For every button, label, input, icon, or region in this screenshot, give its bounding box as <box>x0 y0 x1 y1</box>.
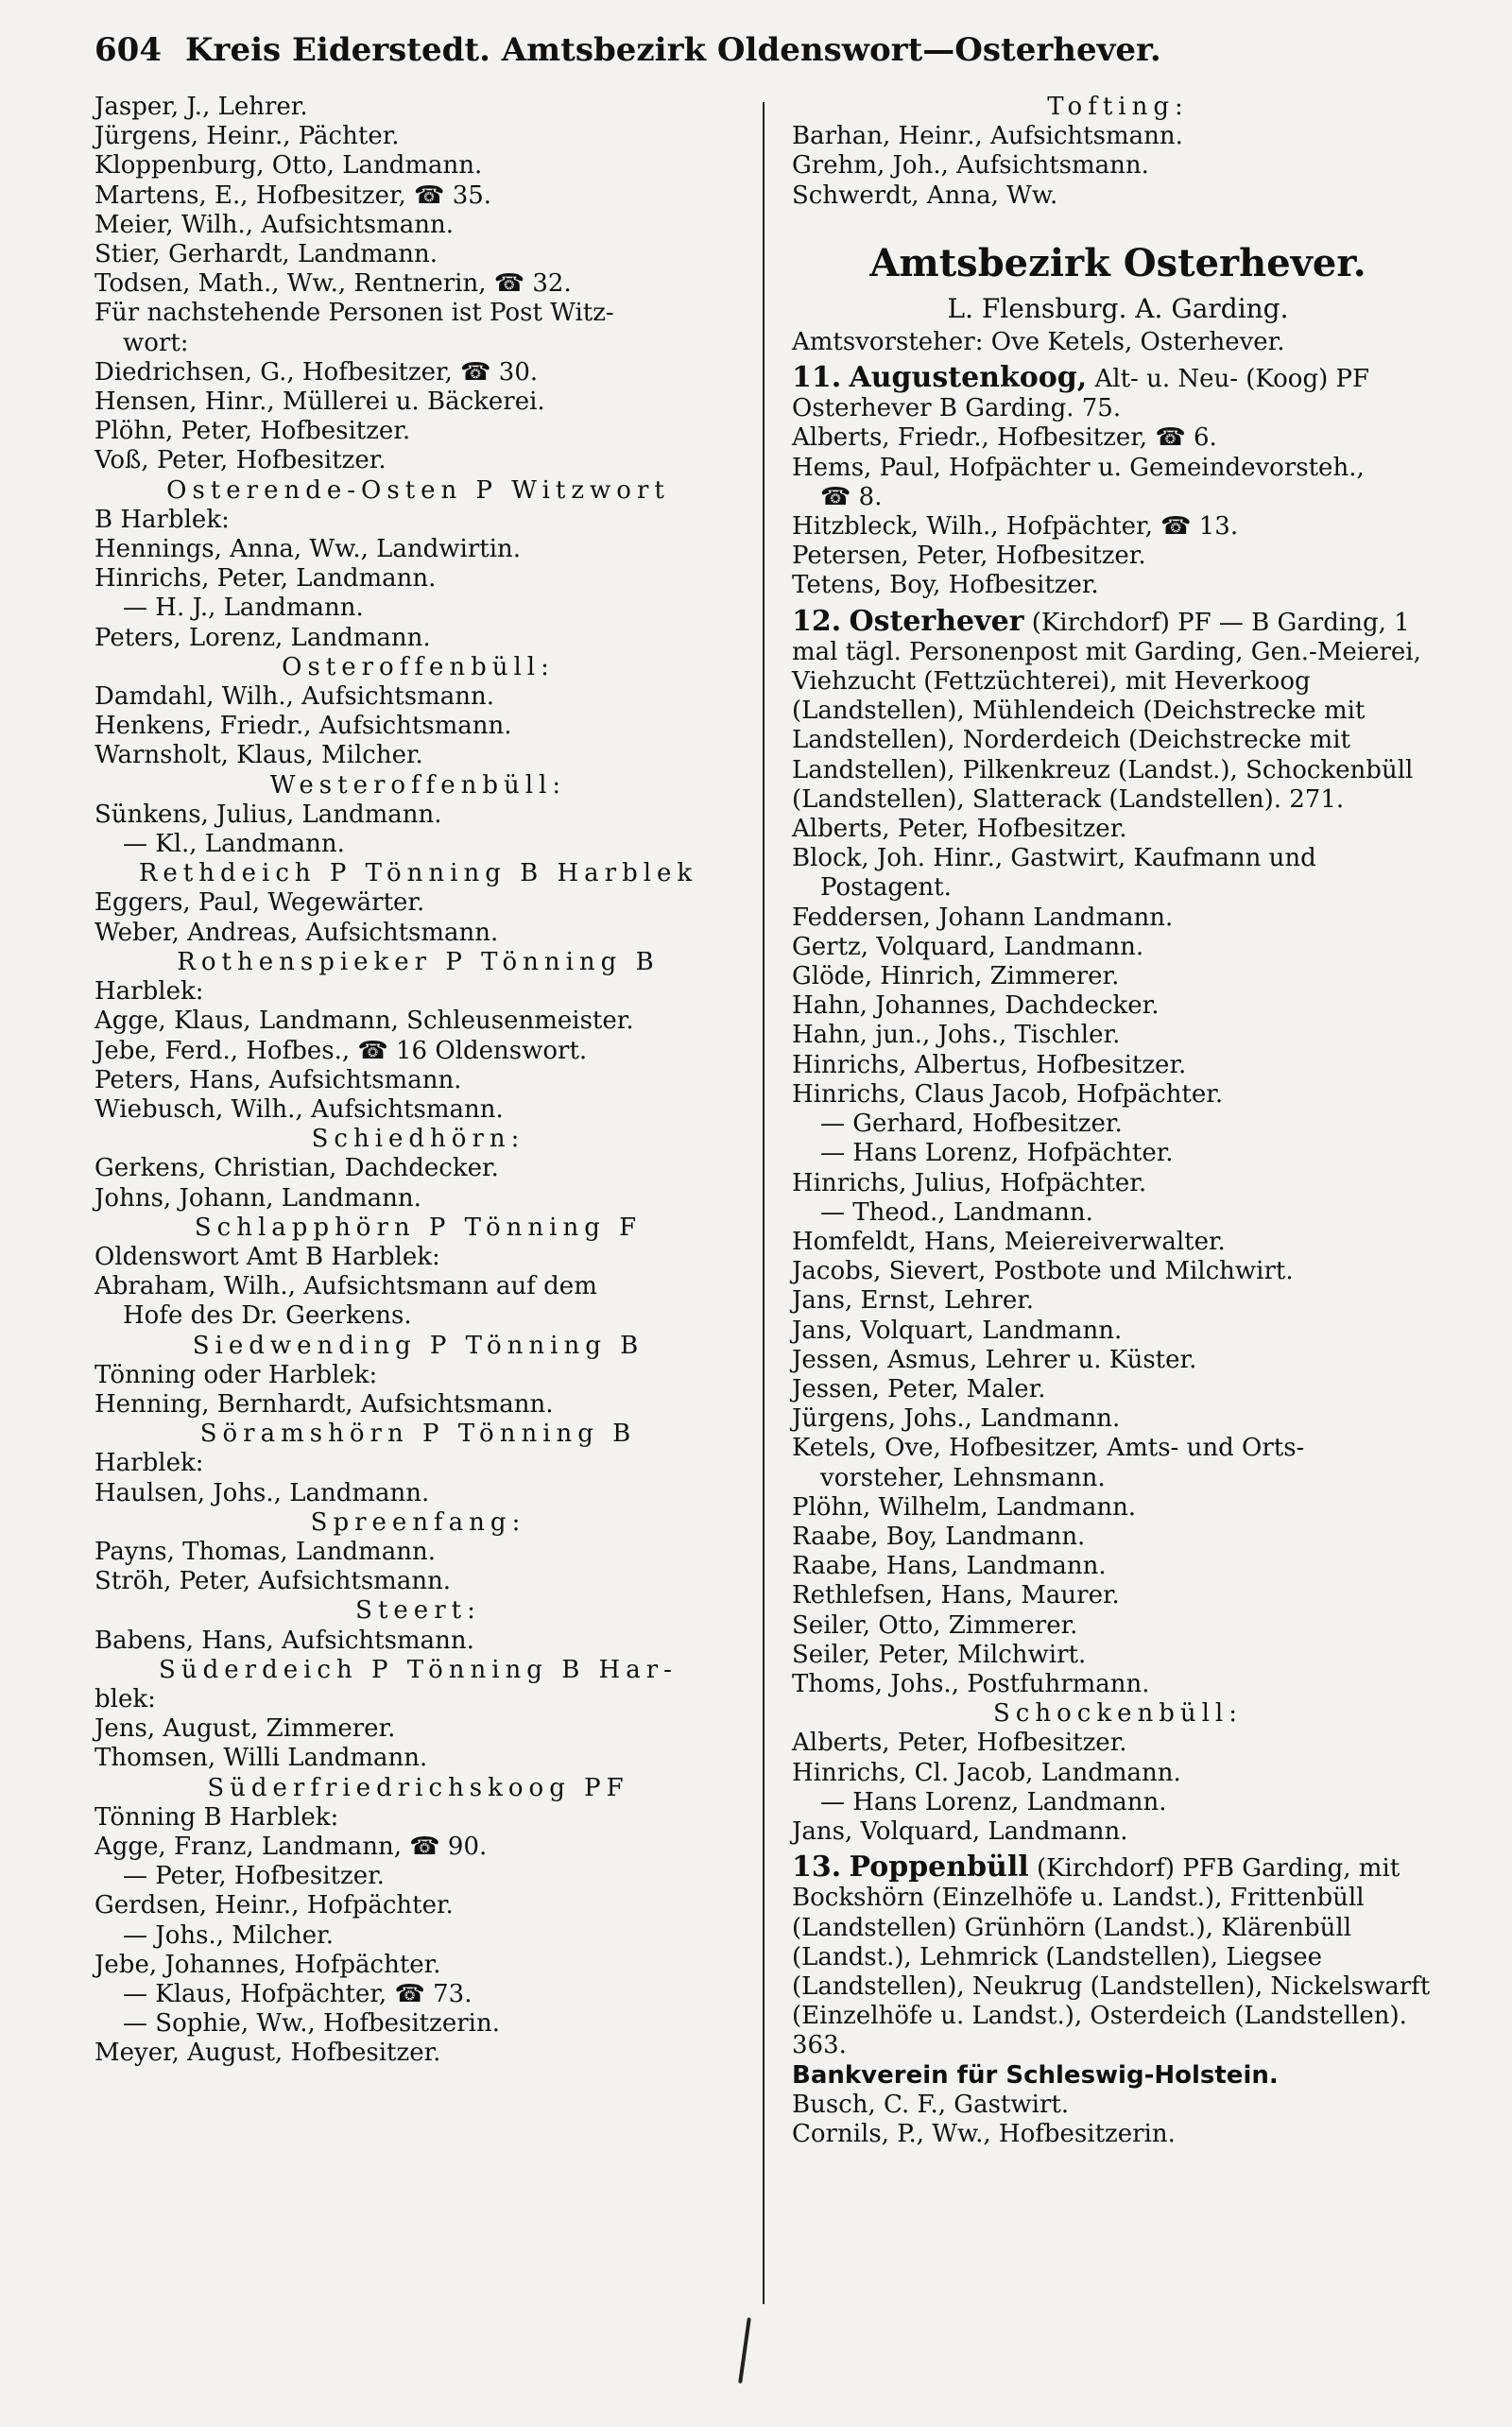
directory-entry-continued: — H. J., Landmann. <box>123 594 364 623</box>
directory-entry: Hahn, jun., Johs., Tischler. <box>792 1021 1121 1050</box>
directory-entry-continued: — Klaus, Hofpächter, ☎ 73. <box>123 1980 472 2008</box>
directory-entry: Abraham, Wilh., Aufsichtsmann auf dem <box>94 1272 597 1301</box>
directory-entry-continued: ☎ 8. <box>820 482 883 511</box>
place-heading: Spreenfang: <box>310 1507 526 1537</box>
directory-entry-continued: wort: <box>123 328 189 357</box>
directory-entry: Hinrichs, Peter, Landmann. <box>94 564 437 594</box>
directory-entry: Hinrichs, Julius, Hofpächter. <box>792 1168 1147 1197</box>
directory-entry: Für nachstehende Personen ist Post Witz- <box>94 299 614 328</box>
directory-entry: Cornils, P., Ww., Hofbesitzerin. <box>792 2120 1176 2148</box>
page-number: 604 <box>94 31 162 69</box>
place-heading: Süderfriedrichskoog PF <box>207 1773 629 1802</box>
directory-entry: Diedrichsen, G., Hofbesitzer, ☎ 30. <box>94 357 539 387</box>
directory-entry: Gerkens, Christian, Dachdecker. <box>94 1154 499 1183</box>
directory-entry: Ströh, Peter, Aufsichtsmann. <box>94 1567 452 1596</box>
directory-entry: Agge, Klaus, Landmann, Schleusenmeister. <box>94 1007 634 1036</box>
place-heading: Siedwending P Tönning B <box>192 1331 644 1360</box>
directory-entry: Plöhn, Peter, Hofbesitzer. <box>94 417 411 446</box>
directory-entry: Gerdsen, Heinr., Hofpächter. <box>94 1891 454 1920</box>
section-subtitle: L. Flensburg. A. Garding. <box>947 292 1289 324</box>
place-heading: Süderdeich P Tönning B Har- <box>159 1655 678 1684</box>
directory-entry: Jens, August, Zimmerer. <box>94 1714 396 1744</box>
directory-entry-continued: — Sophie, Ww., Hofbesitzerin. <box>123 2009 500 2039</box>
ink-mark <box>738 2317 751 2384</box>
bank-heading: Bankverein für Schleswig-Holstein. <box>792 2060 1279 2090</box>
directory-entry: Henkens, Friedr., Aufsichtsmann. <box>94 712 512 741</box>
directory-entry-continued: Postagent. <box>820 873 952 903</box>
directory-entry: Jessen, Asmus, Lehrer u. Küster. <box>792 1345 1197 1374</box>
directory-entry-continued: — Theod., Landmann. <box>820 1197 1093 1227</box>
directory-entry-continued: — Hans Lorenz, Hofpächter. <box>820 1139 1174 1168</box>
municipality-number: 12. <box>792 604 842 638</box>
place-heading: Rethdeich P Tönning B Harblek <box>138 859 698 888</box>
page-header <box>94 26 1436 74</box>
directory-entry: Wiebusch, Wilh., Aufsichtsmann. <box>94 1094 504 1124</box>
directory-entry-continued: — Peter, Hofbesitzer. <box>123 1862 385 1891</box>
directory-entry: Jasper, J., Lehrer. <box>94 93 308 121</box>
directory-entry: Petersen, Peter, Hofbesitzer. <box>792 542 1146 571</box>
directory-entry: Hitzbleck, Wilh., Hofpächter, ☎ 13. <box>792 512 1239 542</box>
directory-entry: Jebe, Johannes, Hofpächter. <box>94 1950 441 1979</box>
municipality-name: Poppenbüll <box>849 1850 1029 1885</box>
directory-entry: Jans, Volquard, Landmann. <box>792 1816 1128 1846</box>
directory-entry: Meier, Wilh., Aufsichtsmann. <box>94 210 455 239</box>
directory-entry: Seiler, Peter, Milchwirt. <box>792 1640 1087 1669</box>
municipality-description: (Kirchdorf) PFB Garding, mit Bockshörn (Einzelhöfe u. Landst.), Frittenbüll (Landstellen) Grünhörn (Landst.), Klärenbüll (Landst.), Lehmrick (Landstellen), Liegsee (Landstellen), Neukrug (Landstellen), Nickelswarft (Einzelhöfe u. Landst.), Osterdeich (Landstellen). 363. <box>792 1854 1431 2060</box>
directory-entry: Jürgens, Heinr., Pächter. <box>94 122 400 151</box>
directory-entry: Grehm, Joh., Aufsichtsmann. <box>792 151 1149 181</box>
page-title: Kreis Eiderstedt. Amtsbezirk Oldenswort—Osterhever. <box>185 31 1161 69</box>
directory-entry: Hems, Paul, Hofpächter u. Gemeindevorsteh., <box>792 453 1365 482</box>
directory-entry: Hahn, Johannes, Dachdecker. <box>792 991 1160 1021</box>
directory-entry: Haulsen, Johs., Landmann. <box>94 1478 430 1507</box>
directory-entry: Thomsen, Willi Landmann. <box>94 1744 428 1773</box>
directory-entry: Damdahl, Wilh., Aufsichtsmann. <box>94 682 494 712</box>
place-heading: Schiedhörn: <box>311 1125 525 1154</box>
directory-entry: Babens, Hans, Aufsichtsmann. <box>94 1626 474 1655</box>
place-heading: Schockenbüll: <box>993 1699 1243 1729</box>
directory-entry: Tönning oder Harblek: <box>94 1360 378 1389</box>
directory-entry: Gertz, Volquard, Landmann. <box>792 932 1144 961</box>
directory-entry-continued: — Kl., Landmann. <box>123 830 345 859</box>
directory-entry: Alberts, Peter, Hofbesitzer. <box>792 815 1127 844</box>
directory-entry: Henning, Bernhardt, Aufsichtsmann. <box>94 1389 554 1419</box>
directory-entry: Jürgens, Johs., Landmann. <box>792 1404 1121 1434</box>
directory-entry: Agge, Franz, Landmann, ☎ 90. <box>94 1832 488 1861</box>
place-heading: Tofting: <box>1047 93 1189 121</box>
directory-entry: Payns, Thomas, Landmann. <box>94 1537 436 1566</box>
municipality-description: (Kirchdorf) PF — B Garding, 1 mal tägl. Personenpost mit Garding, Gen.-Meierei, Viehzucht (Fettzüchterei), mit Heverkoog (Landstellen), Mühlendeich (Deichstrecke mit Landstellen), Norderdeich (Deichstrecke mit Landstellen), Pilkenkreuz (Landst.), Schockenbüll (Landstellen), Slatterack (Landstellen). 271. <box>792 608 1421 814</box>
directory-entry: Jebe, Ferd., Hofbes., ☎ 16 Oldenswort. <box>94 1036 588 1065</box>
directory-entry: Harblek: <box>94 1449 204 1478</box>
municipality-entry <box>792 604 1444 815</box>
directory-entry: Glöde, Hinrich, Zimmerer. <box>792 962 1120 991</box>
directory-entry: Block, Joh. Hinr., Gastwirt, Kaufmann und <box>792 844 1316 873</box>
directory-entry: Sünkens, Julius, Landmann. <box>94 800 442 829</box>
place-heading: Osterende-Osten P Witzwort <box>166 475 670 505</box>
directory-entry: Raabe, Boy, Landmann. <box>792 1522 1086 1551</box>
municipality-name: Augustenkoog, <box>849 361 1088 395</box>
directory-entry: Kloppenburg, Otto, Landmann. <box>94 151 483 181</box>
directory-entry: Schwerdt, Anna, Ww. <box>792 181 1058 210</box>
directory-entry: Ketels, Ove, Hofbesitzer, Amts- und Orts- <box>792 1434 1305 1463</box>
directory-entry: B Harblek: <box>94 505 230 534</box>
directory-entry: Amtsvorsteher: Ove Ketels, Osterhever. <box>792 327 1285 356</box>
directory-entry: Johns, Johann, Landmann. <box>94 1183 421 1213</box>
directory-entry-continued: — Hans Lorenz, Landmann. <box>820 1787 1167 1816</box>
municipality-entry <box>792 1852 1444 2060</box>
directory-entry: Oldenswort Amt B Harblek: <box>94 1242 440 1271</box>
directory-entry: Hensen, Hinr., Müllerei u. Bäckerei. <box>94 387 545 417</box>
place-heading: Schlapphörn P Tönning F <box>194 1213 643 1242</box>
municipality-name: Osterhever <box>849 604 1024 638</box>
place-heading: Rothenspieker P Tönning B <box>177 947 660 976</box>
directory-entry: Meyer, August, Hofbesitzer. <box>94 2039 441 2068</box>
directory-entry: Barhan, Heinr., Aufsichtsmann. <box>792 122 1183 151</box>
municipality-description: Alt- u. Neu- (Koog) PF Osterhever B Garding. 75. <box>792 365 1370 423</box>
directory-entry-continued: vorsteher, Lehnsmann. <box>820 1463 1106 1492</box>
place-heading: Steert: <box>355 1596 481 1626</box>
directory-entry: Homfeldt, Hans, Meiereiverwalter. <box>792 1227 1226 1256</box>
directory-entry-continued: — Johs., Milcher. <box>123 1920 335 1950</box>
directory-entry: Raabe, Hans, Landmann. <box>792 1552 1107 1581</box>
left-column <box>94 93 742 2069</box>
directory-entry: Alberts, Friedr., Hofbesitzer, ☎ 6. <box>792 423 1217 453</box>
right-column <box>792 93 1444 2149</box>
directory-entry: Peters, Lorenz, Landmann. <box>94 623 431 652</box>
directory-entry: Alberts, Peter, Hofbesitzer. <box>792 1729 1127 1758</box>
directory-entry-continued: Hofe des Dr. Geerkens. <box>123 1301 412 1331</box>
municipality-entry <box>792 363 1444 423</box>
directory-entry: Martens, E., Hofbesitzer, ☎ 35. <box>94 181 492 210</box>
directory-entry: Stier, Gerhardt, Landmann. <box>94 240 438 269</box>
directory-entry-continued: — Gerhard, Hofbesitzer. <box>820 1110 1123 1139</box>
directory-entry: Hennings, Anna, Ww., Landwirtin. <box>94 535 522 564</box>
directory-entry: Voß, Peter, Hofbesitzer. <box>94 446 387 475</box>
directory-entry: Hinrichs, Claus Jacob, Hofpächter. <box>792 1079 1224 1109</box>
municipality-number: 13. <box>792 1850 842 1885</box>
place-heading: Osteroffenbüll: <box>282 652 555 681</box>
directory-entry: Warnsholt, Klaus, Milcher. <box>94 741 423 770</box>
directory-entry: Seiler, Otto, Zimmerer. <box>792 1610 1078 1640</box>
directory-entry: Jessen, Peter, Maler. <box>792 1374 1046 1403</box>
directory-entry: Jans, Volquart, Landmann. <box>792 1316 1123 1345</box>
directory-entry: Todsen, Math., Ww., Rentnerin, ☎ 32. <box>94 269 572 299</box>
directory-entry: Weber, Andreas, Aufsichtsmann. <box>94 918 499 947</box>
place-heading: Westeroffenbüll: <box>269 770 567 800</box>
directory-entry: Hinrichs, Cl. Jacob, Landmann. <box>792 1758 1181 1787</box>
municipality-number: 11. <box>792 361 842 395</box>
directory-entry: Plöhn, Wilhelm, Landmann. <box>792 1492 1137 1522</box>
directory-entry: Busch, C. F., Gastwirt. <box>792 2090 1070 2119</box>
directory-entry: Hinrichs, Albertus, Hofbesitzer. <box>792 1050 1187 1079</box>
directory-entry: Harblek: <box>94 977 204 1007</box>
directory-entry: Rethlefsen, Hans, Maurer. <box>792 1581 1120 1610</box>
directory-entry: Tetens, Boy, Hofbesitzer. <box>792 571 1099 600</box>
directory-entry: Feddersen, Johann Landmann. <box>792 903 1174 932</box>
section-title: Amtsbezirk Osterhever. <box>869 240 1366 285</box>
directory-entry: blek: <box>94 1684 156 1713</box>
directory-entry: Jacobs, Sievert, Postbote und Milchwirt. <box>792 1257 1294 1286</box>
directory-entry: Tönning B Harblek: <box>94 1802 339 1832</box>
directory-entry: Peters, Hans, Aufsichtsmann. <box>94 1065 462 1094</box>
column-divider <box>763 102 765 2304</box>
directory-entry: Jans, Ernst, Lehrer. <box>792 1286 1035 1316</box>
place-heading: Söramshörn P Tönning B <box>199 1420 637 1449</box>
directory-entry: Eggers, Paul, Wegewärter. <box>94 888 425 918</box>
directory-entry: Thoms, Johs., Postfuhrmann. <box>792 1669 1150 1698</box>
